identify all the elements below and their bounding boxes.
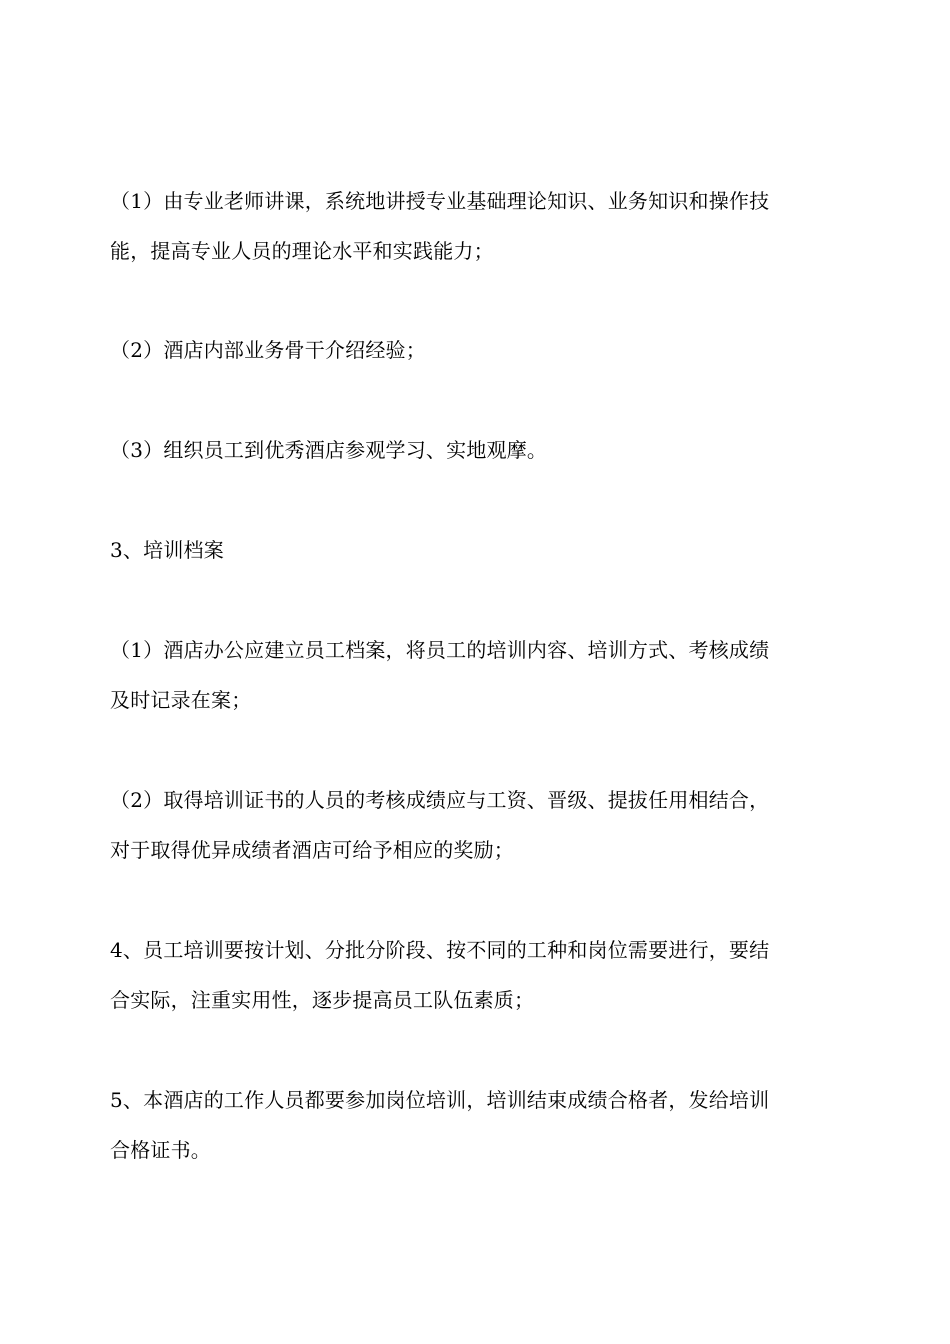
paragraph-line: （2）取得培训证书的人员的考核成绩应与工资、晋级、提拔任用相结合， bbox=[110, 788, 770, 812]
paragraph-line: （2）酒店内部业务骨干介绍经验； bbox=[110, 338, 426, 362]
paragraph-line: 合格证书。 bbox=[110, 1138, 211, 1162]
paragraph-line: 能，提高专业人员的理论水平和实践能力； bbox=[110, 239, 494, 263]
paragraph-line: （1）由专业老师讲课，系统地讲授专业基础理论知识、业务知识和操作技 bbox=[110, 189, 770, 213]
paragraph-line: （1）酒店办公应建立员工档案，将员工的培训内容、培训方式、考核成绩 bbox=[110, 638, 770, 662]
section-heading-text: 3、培训档案 bbox=[110, 538, 224, 562]
paragraph-experience-sharing bbox=[110, 325, 840, 375]
paragraph-job-training-certificate bbox=[110, 1075, 840, 1175]
paragraph-line: 4、员工培训要按计划、分批分阶段、按不同的工种和岗位需要进行，要结 bbox=[110, 938, 770, 962]
paragraph-site-visit bbox=[110, 425, 840, 475]
paragraph-training-plan bbox=[110, 925, 840, 1025]
paragraph-line: 5、本酒店的工作人员都要参加岗位培训，培训结束成绩合格者，发给培训 bbox=[110, 1088, 770, 1112]
paragraph-line: 合实际，注重实用性，逐步提高员工队伍素质； bbox=[110, 988, 535, 1012]
paragraph-certificate-linkage bbox=[110, 775, 840, 875]
paragraph-employee-records bbox=[110, 625, 840, 725]
paragraph-line: 及时记录在案； bbox=[110, 688, 252, 712]
paragraph-lecture-method bbox=[110, 176, 840, 276]
paragraph-line: （3）组织员工到优秀酒店参观学习、实地观摩。 bbox=[110, 438, 548, 462]
section-heading-training-records bbox=[110, 525, 840, 575]
paragraph-line: 对于取得优异成绩者酒店可给予相应的奖励； bbox=[110, 838, 514, 862]
